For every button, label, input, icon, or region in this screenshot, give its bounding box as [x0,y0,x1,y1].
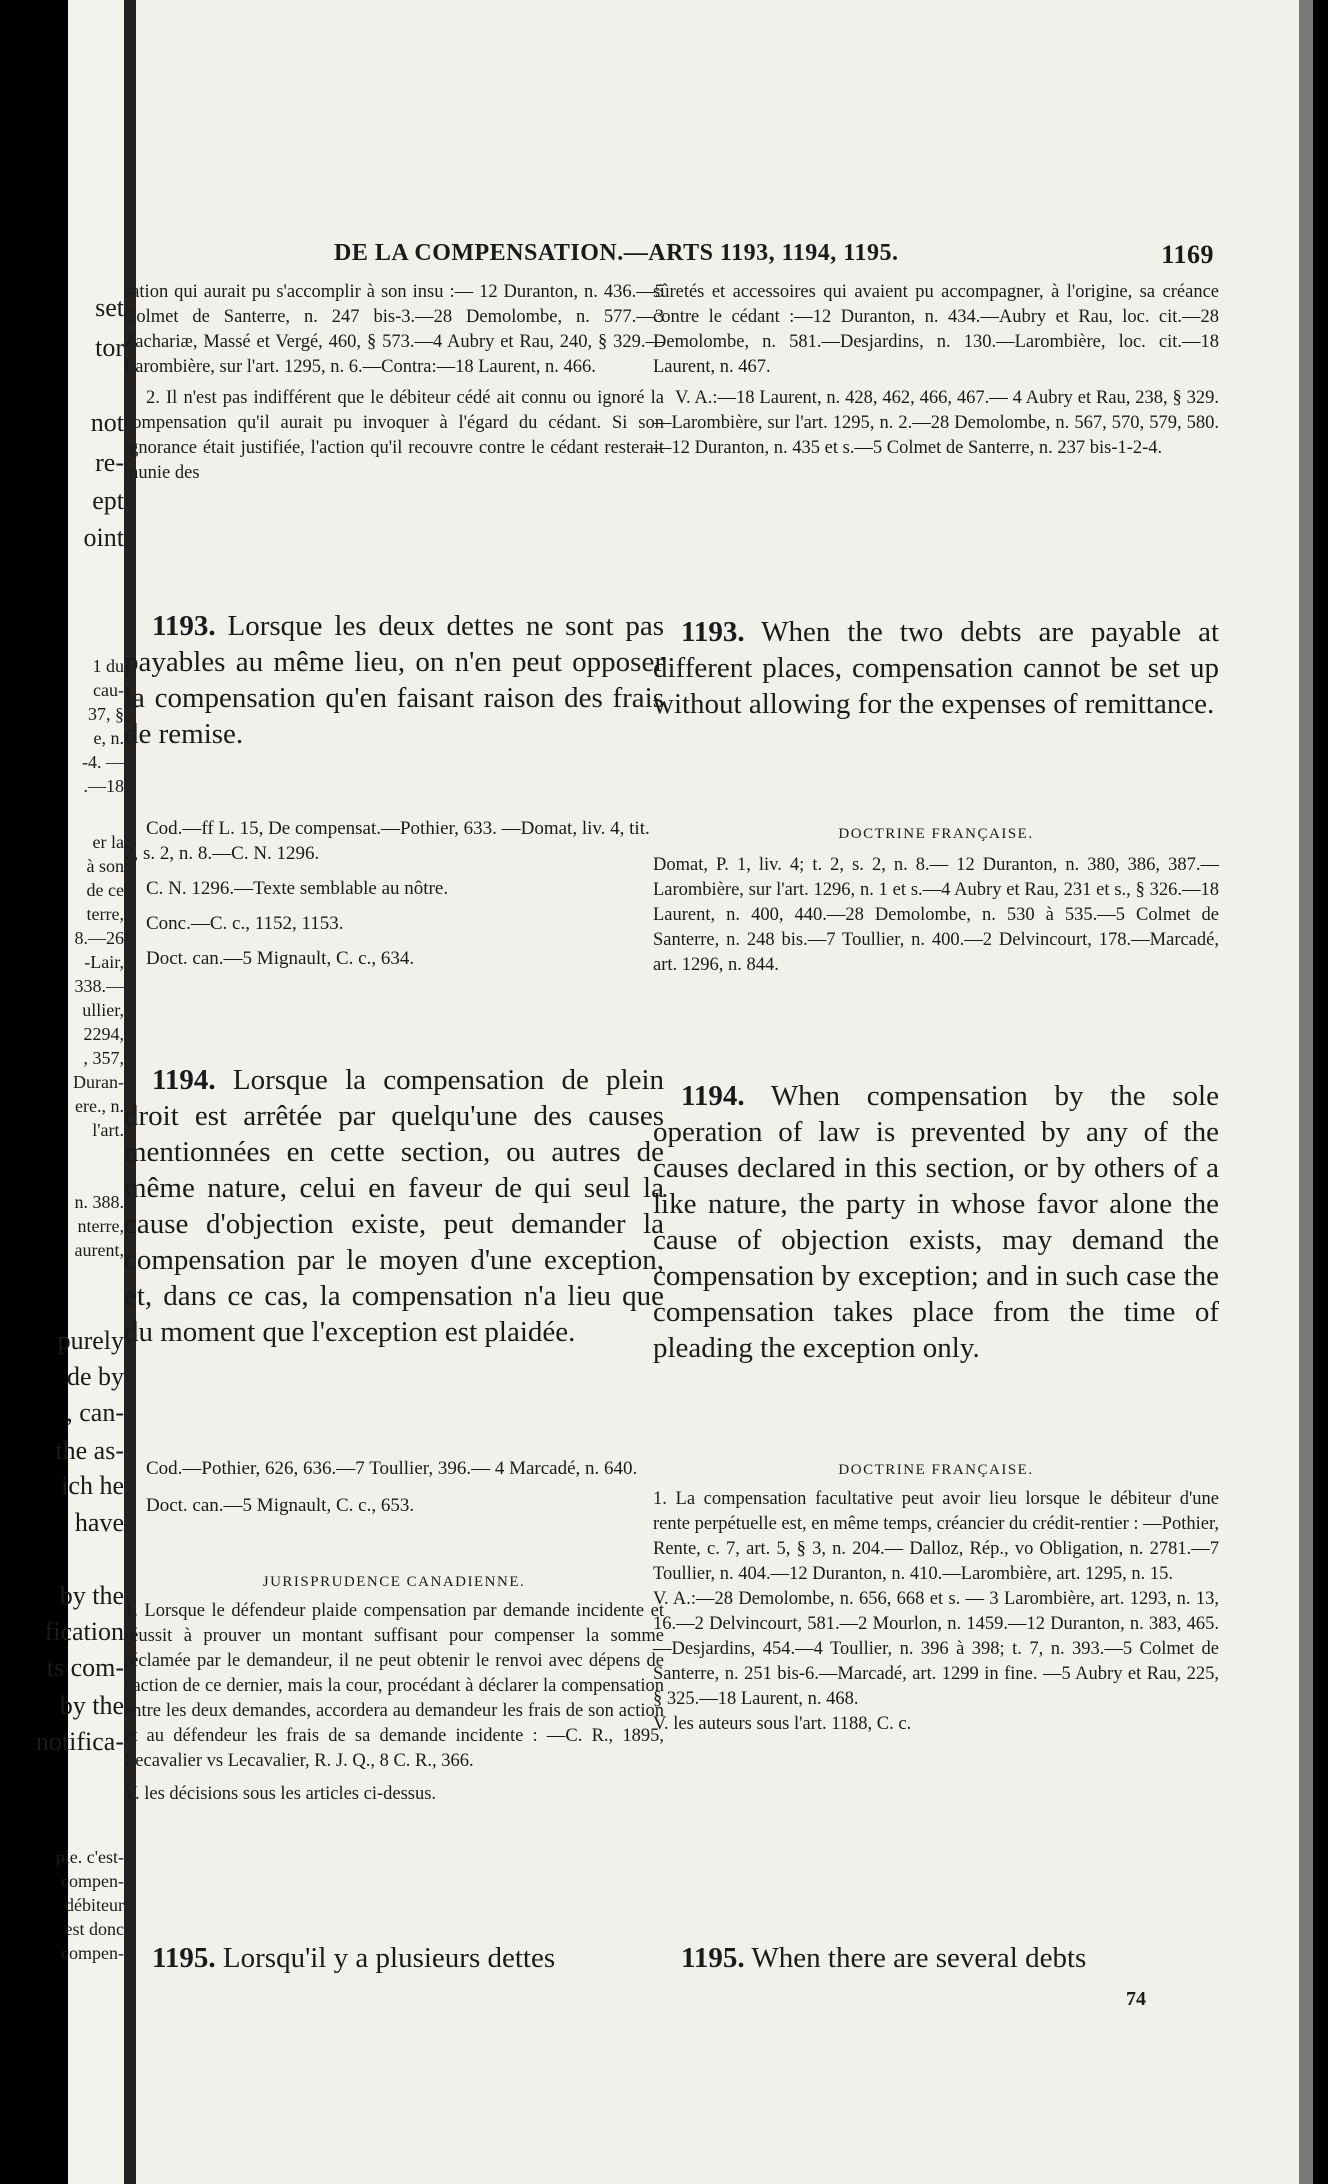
adjacent-page-fragment: re- [95,448,124,477]
adjacent-page-fragment: oint [83,523,124,552]
article-1193-fr-refs [124,816,664,971]
adjacent-page-fragment: have [74,1508,124,1537]
article-text: Lorsque la compensation de plein droit est arrêtée par quelqu'une des causes mentionnées en cette section, ou autres de même nature, celui en faveur de qui seul la cause d'objection existe, peut demander la compensation par le moyen d'une exception, et, dans ce cas, la compensation n'a lieu que du moment que l'exception est plaidée. [124,1064,665,1348]
adjacent-page-fragment: 1 du [92,656,124,676]
adjacent-page-fragment: purely [57,1326,124,1355]
adjacent-page-fragment: -Lair, [84,952,124,972]
article-number: 1193. [152,610,216,642]
article-number: 1193. [681,616,745,648]
adjacent-page-fragment: 8.—26 [74,928,124,948]
doctrine-1194 [653,1462,1219,1737]
adjacent-page-fragment: 37, § [88,704,124,724]
adjacent-page-fragment: nterre, [77,1216,124,1236]
running-title: DE LA COMPENSATION.—ARTS 1193, 1194, 1195. [334,240,899,266]
adjacent-page-fragment: by the [59,1581,124,1610]
left-intro-notes [124,280,664,486]
doctrine-text: Domat, P. 1, liv. 4; t. 2, s. 2, n. 8.— 12 Duranton, n. 380, 386, 387.—Larombière, sur l'art. 1296, n. 1 et s.—4 Aubry et Rau, 231 et s., § 326.—18 Laurent, n. 400, 440.—28 Demolombe, n. 530 à 535.—5 Colmet de Santerre, n. 248 bis.—7 Toullier, n. 400.—2 Delvincourt, 178.—Marcadé, art. 1296, n. 844. [653,855,1219,975]
article-text: When there are several debts [751,1942,1087,1974]
article-text: When compensation by the sole operation of law is prevented by any of the causes declared in this section, or by others of a like nature, the party in whose favor alone the cause of objection exists, may demand the compensation by exception; and in such case the compensation takes place from the time of pleading the exception only. [653,1080,1219,1364]
ref-cod: Cod.—ff L. 15, De compensat.—Pothier, 633. —Domat, liv. 4, tit. 2, s. 2, n. 8.—C. N. 1296. [124,818,650,864]
article-1195-en [653,1940,1219,1976]
section-heading: JURISPRUDENCE CANADIENNE. [262,1574,526,1590]
right-intro-notes [653,280,1219,461]
doctrine-text-1: 1. La compensation facultative peut avoir lieu lorsque le débiteur d'une rente perpétuelle est, en même temps, créancier du crédit-rentier : —Pothier, Rente, c. 7, art. 5, § 3, n. 204.— Dalloz, Rép., vo Obligation, n. 2781.—7 Toullier, n. 404.—12 Duranton, n. 410.—Larombière, art. 1295, n. 15. [653,1489,1219,1584]
adjacent-page-fragment: débiteur [65,1895,124,1915]
adjacent-page-fragment: de ce [86,880,124,900]
article-1194-fr [124,1062,664,1350]
adjacent-page-fragment: l'art. [92,1120,124,1140]
adjacent-page-strip [35,0,124,2184]
adjacent-page-fragment: compen- [61,1943,124,1963]
page-number: 1169 [1161,240,1214,269]
adjacent-page-fragment: Duran- [73,1072,124,1092]
article-text: Lorsque les deux dettes ne sont pas payables au même lieu, on n'en peut opposer la compensation qu'en faisant raison des frais de remise. [124,610,665,750]
article-1194-en [653,1078,1219,1366]
printer-signature: 74 [1126,1988,1146,2010]
adjacent-page-fragment: ich he [61,1471,124,1500]
right-note-2: V. A.:—18 Laurent, n. 428, 462, 466, 467.— 4 Aubry et Rau, 238, § 329.—Larombière, sur l'art. 1295, n. 2.—28 Demolombe, n. 567, 570, 579, 580.—12 Duranton, n. 435 et s.—5 Colmet de Santerre, n. 237 bis-1-2-4. [653,388,1219,458]
doctrine-1193 [653,826,1219,978]
adjacent-page-fragment: not [90,408,124,437]
page [35,0,1313,2184]
adjacent-page-fragment: cau- [93,680,124,700]
left-note-2: 2. Il n'est pas indifférent que le débiteur cédé ait connu ou ignoré la compensation qu'il aurait pu invoquer à l'égard du cédant. Si son ignorance était justifiée, l'action qu'il recouvre contre le cédant resterait munie des [124,388,664,483]
adjacent-page-fragment: by the [59,1691,124,1720]
adjacent-page-fragment: 338.— [74,976,124,996]
adjacent-page-fragment: ple. c'est- [55,1847,124,1867]
running-header [334,240,1214,267]
adjacent-page-fragment: aurent, [74,1240,124,1260]
article-1193-en [653,614,1219,722]
adjacent-page-fragment: est donc [64,1919,124,1939]
section-heading: DOCTRINE FRANÇAISE. [838,826,1034,842]
article-text: Lorsqu'il y a plusieurs dettes [222,1942,556,1974]
left-note-1: sation qui aurait pu s'accomplir à son insu :— 12 Duranton, n. 436.—5 Colmet de Santerre, n. 247 bis-3.—28 Demolombe, n. 577.—3 Zachariæ, Massé et Vergé, 460, § 573.—4 Aubry et Rau, 240, § 329.—Larombière, sur l'art. 1295, n. 6.—Contra:—18 Laurent, n. 466. [124,282,664,377]
adjacent-page-fragment: terre, [86,904,124,924]
ref-doct: Doct. can.—5 Mignault, C. c., 653. [146,1495,415,1516]
article-number: 1194. [681,1080,745,1112]
ref-conc: Conc.—C. c., 1152, 1153. [146,913,344,934]
adjacent-page-fragment: de by [66,1362,124,1391]
doctrine-see: V. les auteurs sous l'art. 1188, C. c. [653,1714,912,1734]
jurisprudence-text: 1. Lorsque le défendeur plaide compensation par demande incidente et réussit à prouver un montant suffisant pour compenser la somme réclamée par le demandeur, il ne peut obtenir le renvoi avec dépens de l'action de ce dernier, mais la cour, procédant à déclarer la compensation entre les deux demandes, accordera au demandeur les frais de son action et au défendeur les frais de sa demande incidente : —C. R., 1895, Lecavalier vs Lecavalier, R. J. Q., 8 C. R., 366. [124,1601,664,1771]
jurisprudence-section [124,1574,664,1807]
article-number: 1195. [152,1942,216,1974]
adjacent-page-fragment: , 357, [83,1048,124,1068]
adjacent-page-fragment: n. 388. [74,1192,124,1212]
adjacent-page-fragment: ullier, [82,1000,124,1020]
page-edge-shadow [1299,0,1313,2184]
doctrine-text-2: V. A.:—28 Demolombe, n. 656, 668 et s. — 3 Larombière, art. 1293, n. 13, 16.—2 Delvincourt, 581.—2 Mourlon, n. 1459.—12 Duranton, n. 383, 465.—Desjardins, 454.—4 Toullier, n. 396 à 398; t. 7, n. 393.—5 Colmet de Santerre, n. 251 bis-6.—Marcadé, art. 1299 in fine. —5 Aubry et Rau, 225, § 325.—18 Laurent, n. 468. [653,1589,1219,1709]
ref-cod: Cod.—Pothier, 626, 636.—7 Toullier, 396.— 4 Marcadé, n. 640. [146,1458,638,1479]
right-note-1: sûretés et accessoires qui avaient pu accompagner, à l'origine, sa créance contre le cédant :—12 Duranton, n. 434.—Aubry et Rau, loc. cit.—28 Demolombe, n. 581.—Desjardins, n. 130.—Larombière, loc. cit.—18 Laurent, n. 467. [653,282,1219,377]
article-1194-fr-refs [124,1456,664,1518]
adjacent-page-fragment: ts com- [46,1653,124,1682]
right-column [653,280,1219,467]
left-column [124,280,664,492]
adjacent-page-fragment: fication [44,1617,124,1646]
adjacent-page-fragment: er la [92,832,124,852]
adjacent-page-fragment: ept [92,486,124,515]
adjacent-page-fragment: compen- [61,1871,124,1891]
section-heading: DOCTRINE FRANÇAISE. [838,1462,1034,1478]
article-number: 1195. [681,1942,745,1974]
article-text: When the two debts are payable at different places, compensation cannot be set up without allowing for the expenses of remittance. [653,616,1220,720]
adjacent-page-fragment: , can- [66,1398,124,1427]
adjacent-page-fragment: e, n. [93,728,124,748]
article-1195-fr [124,1940,664,1976]
article-number: 1194. [152,1064,216,1096]
article-1193-fr [124,608,664,752]
adjacent-page-fragment: notifica- [35,1727,124,1756]
adjacent-page-fragment: 2294, [83,1024,124,1044]
adjacent-page-fragment: tor [95,333,124,362]
jurisprudence-see: V. les décisions sous les articles ci-dessus. [124,1784,437,1804]
adjacent-page-fragment: .—18 [83,776,124,796]
adjacent-page-fragment: the as- [55,1436,124,1465]
adjacent-page-fragment: -4. — [82,752,124,772]
adjacent-page-fragment: ere., n. [75,1096,124,1116]
adjacent-page-fragment: set [95,293,124,322]
ref-cn: C. N. 1296.—Texte semblable au nôtre. [146,878,449,899]
ref-doct: Doct. can.—5 Mignault, C. c., 634. [146,948,415,969]
adjacent-page-fragment: à son [86,856,124,876]
